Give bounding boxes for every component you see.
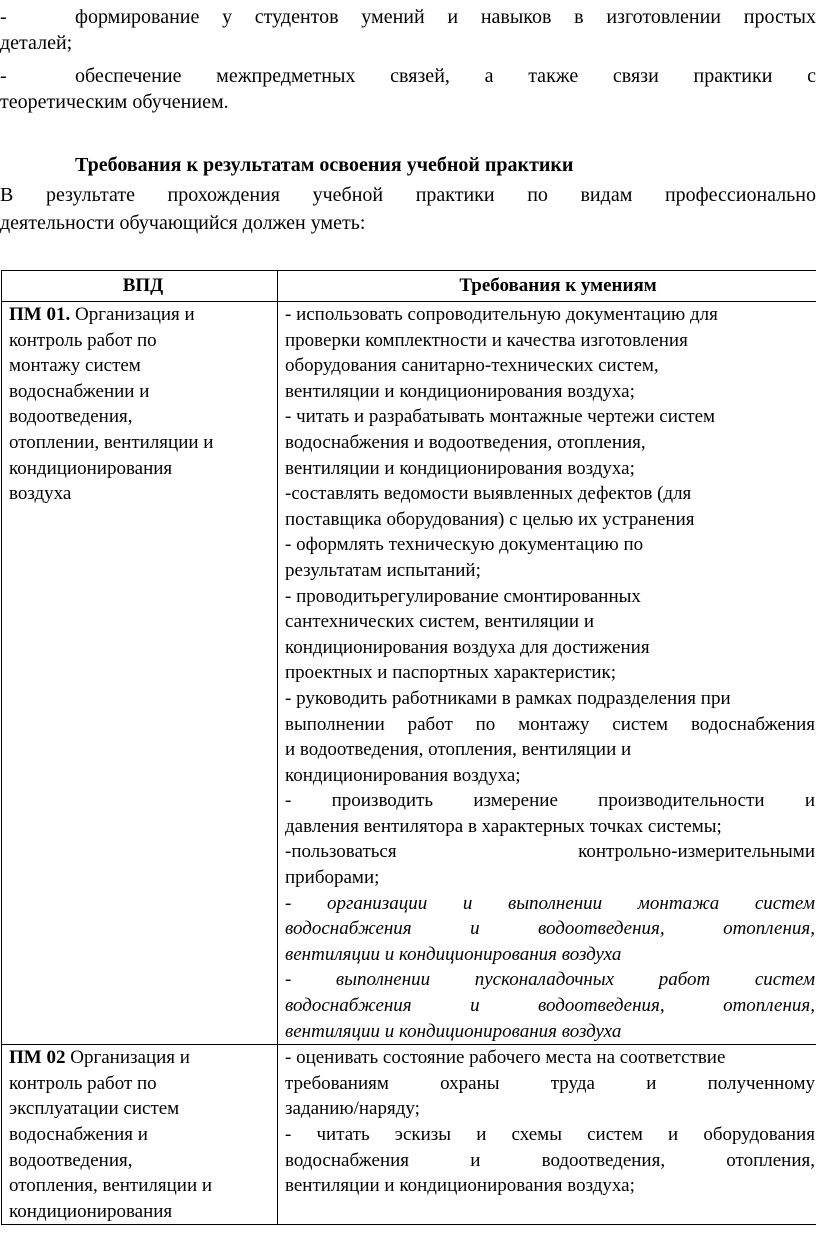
list-item-1-line-2: деталей;	[0, 32, 73, 54]
requirement-line: вентиляции и кондиционирования воздуха;	[285, 1175, 635, 1197]
requirement-line: заданию/наряду;	[285, 1098, 420, 1120]
list-item-1-line-1	[0, 4, 816, 30]
requirement-line: - читать эскизы и схемы систем и оборудования	[285, 1124, 815, 1145]
vpd-text: кондиционирования	[9, 457, 173, 479]
requirement-line: водоснабжения и водоотведения, отопления,	[285, 431, 646, 453]
vpd-text: водоотведения,	[9, 406, 133, 428]
module-code: ПМ 02	[9, 1047, 66, 1069]
requirement-line: проектных и паспортных характеристик;	[285, 662, 617, 684]
requirement-line: - руководить работниками в рамках подразделения при	[285, 687, 731, 709]
requirement-line: кондиционирования воздуха;	[285, 764, 521, 786]
requirement-line: поставщика оборудования) с целью их устранения	[285, 508, 695, 530]
header-requirements: Требования к умениям	[278, 271, 816, 302]
vpd-text: водоснабжении и	[9, 380, 150, 402]
vpd-text: кондиционирования	[9, 1200, 173, 1222]
requirement-line: сантехнических систем, вентиляции и	[285, 611, 595, 633]
requirement-line: -пользоваться контрольно-измерительными	[285, 841, 815, 863]
vpd-text: контроль работ по	[9, 1072, 157, 1094]
vpd-text: отопления, вентиляции и	[9, 1175, 213, 1197]
vpd-text: контроль работ по	[9, 329, 157, 351]
vpd-text: эксплуатации систем	[9, 1098, 180, 1120]
requirement-line: - выполнении пусконаладочных работ систем	[285, 969, 815, 991]
list-item-text: формирование у студентов умений и навыков в изготовлении простых	[75, 6, 816, 28]
requirement-line: оборудования санитарно-технических систем,	[285, 355, 659, 377]
requirement-line: - оценивать состояние рабочего места на соответствие	[285, 1047, 726, 1069]
module-code: ПМ 01.	[9, 304, 71, 325]
requirement-line: вентиляции и кондиционирования воздуха;	[285, 457, 635, 479]
vpd-text: воздуха	[9, 483, 72, 505]
requirement-line: водоснабжения и водоотведения, отопления,	[285, 1149, 815, 1171]
requirement-line: и водоотведения, отопления, вентиляции и	[285, 739, 632, 761]
requirement-line: результатам испытаний;	[285, 559, 481, 581]
requirement-line: - использовать сопроводительную документацию для	[285, 304, 718, 325]
section-paragraph-line-2: деятельности обучающийся должен уметь:	[0, 212, 366, 234]
requirement-line: кондиционирования воздуха для достижения	[285, 636, 650, 658]
vpd-text: водоснабжения и	[9, 1124, 148, 1145]
requirement-line: вентиляции и кондиционирования воздуха	[285, 1020, 622, 1042]
section-heading: Требования к результатам освоения учебной практики	[75, 154, 574, 176]
requirement-line: - проводитьрегулирование смонтированных	[285, 585, 641, 607]
vpd-text: водоотведения,	[9, 1149, 133, 1171]
requirement-line: водоснабжения и водоотведения, отопления,	[285, 918, 815, 940]
vpd-text: отоплении, вентиляции и	[9, 431, 214, 453]
list-dash: -	[0, 65, 7, 87]
requirement-line: -составлять ведомости выявленных дефектов (для	[285, 483, 692, 505]
vpd-cell	[2, 1045, 278, 1225]
requirement-line: водоснабжения и водоотведения, отопления,	[285, 995, 815, 1017]
requirement-line: - читать и разрабатывать монтажные чертежи систем	[285, 406, 716, 428]
table-header-row	[2, 271, 816, 302]
vpd-text: монтажу систем	[9, 355, 141, 377]
requirements-cell	[278, 1045, 816, 1225]
list-item-2-line-1	[0, 63, 816, 89]
requirement-line: вентиляции и кондиционирования воздуха;	[285, 380, 635, 402]
requirement-line: - оформлять техническую документацию по	[285, 534, 644, 556]
list-item-2-line-2: теоретическим обучением.	[0, 91, 229, 113]
requirement-line: требованиям охраны труда и полученному	[285, 1072, 815, 1094]
vpd-text: Организация и	[65, 1047, 190, 1069]
table-row	[2, 1045, 816, 1225]
header-vpd: ВПД	[2, 271, 278, 302]
table-row	[2, 302, 816, 1045]
requirement-line: - производить измерение производительности и	[285, 790, 815, 812]
vpd-text: Организация и	[70, 304, 195, 325]
requirements-table	[1, 270, 816, 1225]
requirement-line: вентиляции и кондиционирования воздуха	[285, 943, 622, 965]
list-dash: -	[0, 6, 7, 28]
vpd-cell	[2, 302, 278, 1045]
requirement-line: выполнении работ по монтажу систем водоснабжения	[285, 713, 815, 735]
requirement-line: проверки комплектности и качества изготовления	[285, 329, 688, 351]
list-item-text: обеспечение межпредметных связей, а также связи практики с	[75, 65, 816, 87]
requirement-line: давления вентилятора в характерных точках системы;	[285, 815, 722, 837]
requirement-line: - организации и выполнении монтажа систем	[285, 892, 815, 914]
requirement-line: приборами;	[285, 867, 380, 889]
requirements-cell	[278, 302, 816, 1045]
section-paragraph-line-1: В результате прохождения учебной практики по видам профессионально	[0, 184, 816, 206]
